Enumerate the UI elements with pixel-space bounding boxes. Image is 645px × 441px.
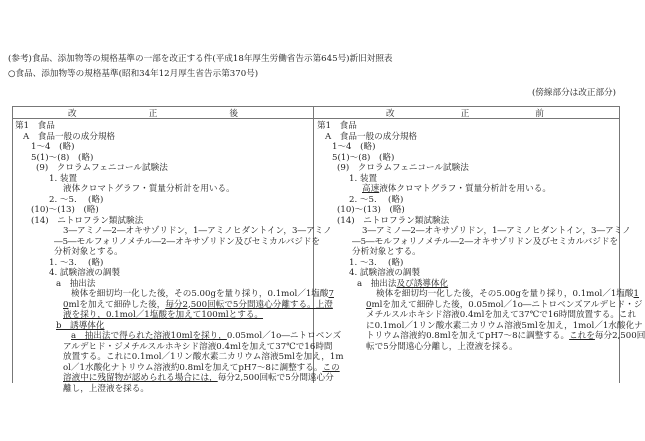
text-line — [366, 342, 518, 353]
text-segment: メチルスルホキシド溶液0.4mlを加えて37℃で16時間放置する。これ — [366, 310, 637, 320]
text-segment: mlを加えて細砕した後， — [68, 299, 166, 310]
text-line — [31, 216, 143, 227]
text-line — [362, 184, 551, 195]
text-segment: 5(1)～(8) (略) — [31, 152, 94, 163]
text-line — [54, 247, 123, 258]
text-line — [31, 205, 99, 216]
text-line — [63, 184, 235, 195]
text-line — [332, 153, 394, 164]
text-segment: 2. ～5. (略) — [349, 194, 404, 205]
text-segment: (9) クロラムフェニコール試験法 — [36, 163, 168, 173]
text-line — [31, 142, 74, 153]
text-line — [349, 195, 403, 206]
text-line — [36, 163, 168, 174]
text-line — [349, 174, 377, 185]
column-header-char: 改 — [386, 108, 395, 119]
column-header-char: 後 — [229, 108, 238, 119]
text-segment: 3―アミノ―2―オキサゾリドン，1―アミノヒダントイン，3―アミノ — [362, 226, 631, 236]
amended-text: 溶液中に残留物が認められる場合には， — [63, 373, 218, 383]
text-segment: A 食品一般の成分規格 — [325, 131, 418, 142]
amended-text: b 誘導体化 — [56, 320, 105, 331]
text-line — [49, 195, 103, 206]
document-subtitle: ○食品、添加物等の規格基準(昭和34年12月厚生省告示第370号) — [8, 69, 259, 79]
text-segment: 1. 装置 — [49, 173, 78, 184]
text-line — [63, 363, 340, 374]
text-segment: 2. ～5. (略) — [49, 194, 104, 205]
text-line — [63, 352, 343, 363]
text-segment: 0.05mol／1o―ニトロベンズ — [226, 331, 342, 341]
column-header-before — [314, 107, 619, 119]
text-segment: 毎分2,500回 — [594, 331, 645, 341]
amended-text: 1 — [633, 289, 639, 299]
text-segment: 分析対象とする。 — [54, 247, 123, 257]
text-segment: 3―アミノ―2―オキサゾリドン，1―アミノヒダントイン，3―アミノ — [63, 226, 332, 236]
text-segment: (9) クロラムフェニコール試験法 — [337, 163, 469, 173]
text-segment: 4. 試験溶液の調製 — [349, 268, 421, 278]
text-segment: に0.1mol／1リン酸水素二カリウム溶液5mlを加え，1mol／1水酸化ナ — [366, 320, 643, 331]
text-line — [366, 310, 636, 321]
text-segment: 検体を細切均一化した後，その5.00gを量り採り，0.1mol／1塩酸 — [71, 289, 329, 299]
amended-text: 0 — [63, 299, 69, 310]
column-header-char: 正 — [148, 108, 158, 119]
document-title: (参考)食品、添加物等の規格基準の一部を改正する件(平成18年厚生労働省告示第645号)新旧対照表 — [8, 54, 393, 64]
text-line — [63, 384, 149, 395]
text-line — [63, 342, 333, 353]
text-line — [349, 268, 420, 279]
text-line — [71, 331, 341, 342]
text-segment: 検体を細切均一化した後，その5.00gを量り採り，0.1mol／1塩酸 — [376, 289, 634, 299]
column-header-char: 改 — [68, 108, 77, 119]
text-line — [357, 279, 448, 290]
text-segment: 1. 装置 — [349, 173, 378, 184]
text-line — [49, 258, 103, 269]
text-line — [63, 373, 334, 384]
text-segment: 第1 食品 — [317, 121, 357, 131]
text-segment: 毎分2,500回転で5分間遠心分 — [217, 373, 334, 383]
text-line — [325, 132, 417, 143]
text-segment: 5(1)～(8) (略) — [332, 152, 395, 163]
text-segment: 4. 試験溶液の調製 — [49, 268, 121, 278]
column-header-char: 前 — [535, 108, 544, 119]
text-line — [71, 289, 334, 300]
text-line — [49, 174, 77, 185]
text-segment: 1. ～3. (略) — [349, 257, 404, 268]
text-segment: 液体クロマトグラフ・質量分析計を用いる。 — [379, 184, 551, 194]
text-segment: 転で5分間遠心分離し，上澄液を採る。 — [366, 341, 518, 352]
text-line — [15, 121, 55, 132]
text-segment: ol／1水酸化ナトリウム溶液約0.8mlを加えてpH7～8に調整する。 — [63, 362, 323, 373]
text-segment: (10)～(13) (略) — [31, 205, 99, 215]
text-line — [352, 247, 421, 258]
amended-text: 高速 — [362, 184, 380, 194]
text-line — [54, 237, 320, 248]
column-header-after — [13, 107, 313, 119]
text-line — [376, 289, 639, 300]
text-segment: 放置する。これに0.1mol／1リン酸水素二カリウム溶液5mlを加え，1m — [63, 352, 344, 362]
text-line — [366, 321, 643, 332]
text-line — [337, 216, 449, 227]
text-line — [63, 226, 332, 237]
text-line — [56, 279, 96, 290]
text-segment: トリウム溶液約0.8mlを加えてpH7～8に調整する。 — [366, 331, 570, 341]
text-line — [63, 310, 263, 321]
text-segment: 第1 食品 — [15, 121, 55, 131]
column-header-char: 正 — [460, 108, 470, 119]
text-line — [362, 226, 631, 237]
text-line — [366, 300, 642, 311]
text-line — [366, 331, 645, 342]
text-segment: 1～4 (略) — [332, 142, 376, 152]
text-segment: (14) ニトロフラン類試験法 — [31, 215, 144, 226]
text-segment: ―5―モルフォリノメチル―2―オキサゾリドン及びセミカルバジドを — [54, 236, 321, 247]
text-line — [349, 258, 403, 269]
amended-text: これを — [569, 331, 595, 341]
text-segment: 1～4 (略) — [31, 142, 75, 152]
text-line — [23, 132, 115, 143]
text-line — [352, 237, 618, 248]
text-line — [56, 321, 104, 332]
text-line — [31, 153, 93, 164]
amended-text: 0 — [366, 299, 372, 310]
text-line — [337, 205, 405, 216]
text-segment: a 抽出法 — [357, 278, 397, 289]
text-segment: ―5―モルフォリノメチル―2―オキサゾリドン及びセミカルバジドを — [352, 236, 619, 247]
text-line — [63, 300, 333, 311]
text-segment: mlを加えて細砕した後，0.05mol／1o―ニトロベンズアルデヒド・ジ — [371, 299, 643, 310]
amended-text: 毎分2,500回転で5分間遠心分離する。上澄 — [165, 299, 333, 310]
amended-text: 液を採り，0.1mol／1塩酸を加えて100mlとする。 — [63, 310, 264, 320]
underline-note: (傍線部分は改正部分) — [531, 88, 616, 98]
text-segment: 液体クロマトグラフ・質量分析計を用いる。 — [63, 184, 235, 194]
text-line — [317, 121, 357, 132]
text-segment: A 食品一般の成分規格 — [23, 131, 116, 142]
amended-text: この — [322, 362, 340, 373]
text-segment: (10)～(13) (略) — [337, 205, 405, 215]
amended-text: 7 — [328, 289, 334, 299]
text-segment: 1. ～3. (略) — [49, 257, 104, 268]
text-line — [332, 142, 375, 153]
text-segment: アルデヒド・ジメチルスルホキシド溶液0.4mlを加えて37℃で16時間 — [63, 341, 333, 352]
comparison-table — [12, 106, 645, 394]
text-segment: 分析対象とする。 — [352, 247, 421, 257]
text-segment: (14) ニトロフラン類試験法 — [337, 215, 450, 226]
text-line — [337, 163, 469, 174]
text-line — [49, 268, 120, 279]
text-segment: 離し，上澄液を採る。 — [63, 383, 149, 394]
amended-text: 及び誘導体化 — [396, 278, 449, 289]
amended-text: a 抽出法で得られた溶液10mlを採り， — [71, 331, 227, 341]
text-segment: a 抽出法 — [56, 278, 96, 289]
